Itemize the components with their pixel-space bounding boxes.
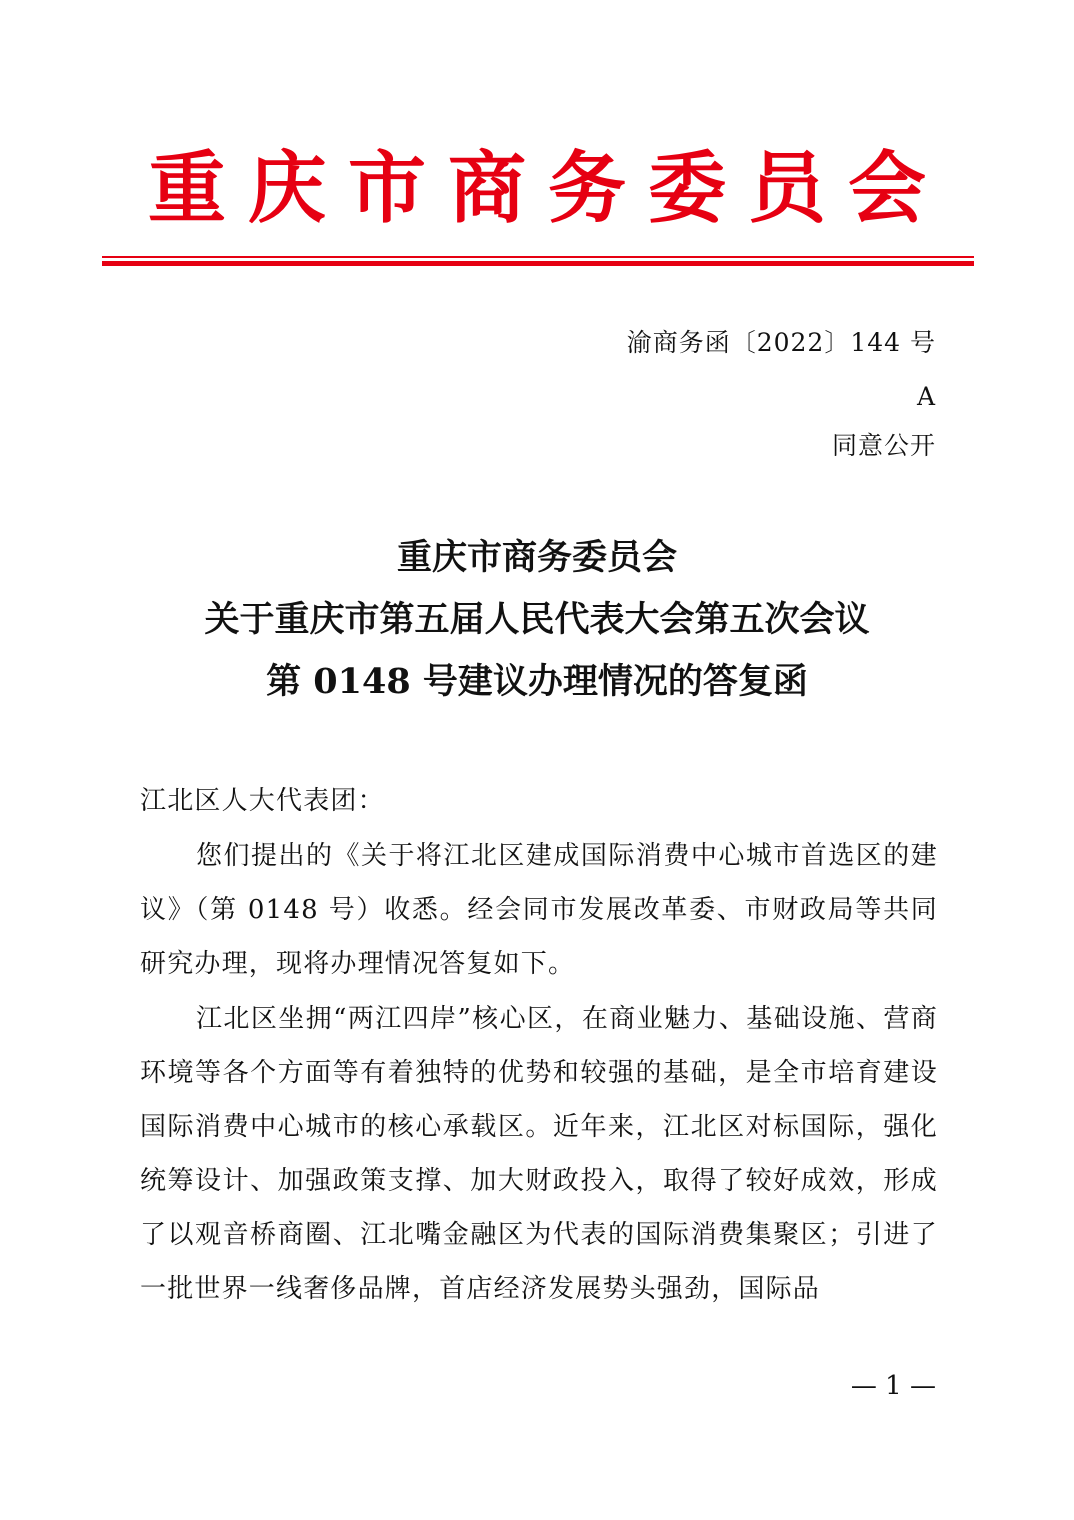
disclosure-status: 同意公开 — [831, 431, 936, 460]
title-line-2: 关于重庆市第五届人民代表大会第五次会议 — [204, 599, 870, 640]
letterhead-title: 重庆市商务委员会 — [147, 143, 948, 234]
page-number: — 1 — — [850, 1371, 936, 1401]
letterhead-rule-thin — [102, 256, 974, 258]
title-line-3: 第 0148 号建议办理情况的答复函 — [266, 661, 808, 702]
document-number: 渝商务函〔2022〕144 号 — [626, 328, 936, 357]
document-grade: A — [916, 382, 936, 411]
letterhead-rule-thick — [102, 261, 974, 266]
body-paragraph: 您们提出的《关于将江北区建成国际消费中心城市首选区的建议》（第 0148 号）收悉。经会同市发展改革委、市财政局等共同研究办理，现将办理情况答复如下。 — [140, 841, 938, 979]
title-line-1: 重庆市商务委员会 — [396, 537, 677, 578]
salutation: 江北区人大代表团： — [140, 786, 385, 816]
body-paragraph: 江北区坐拥“两江四岸”核心区，在商业魅力、基础设施、营商环境等各个方面等有着独特的优势和较强的基础，是全市培育建设国际消费中心城市的核心承载区。近年来，江北区对标国际，强化统筹设计、加强政策支撑、加大财政投入，取得了较好成效，形成了以观音桥商圈、江北嘴金融区为代表的国际消费集聚区；引进了一批世界一线奢侈品牌，首店经济发展势头强劲，国际品 — [140, 1004, 938, 1304]
